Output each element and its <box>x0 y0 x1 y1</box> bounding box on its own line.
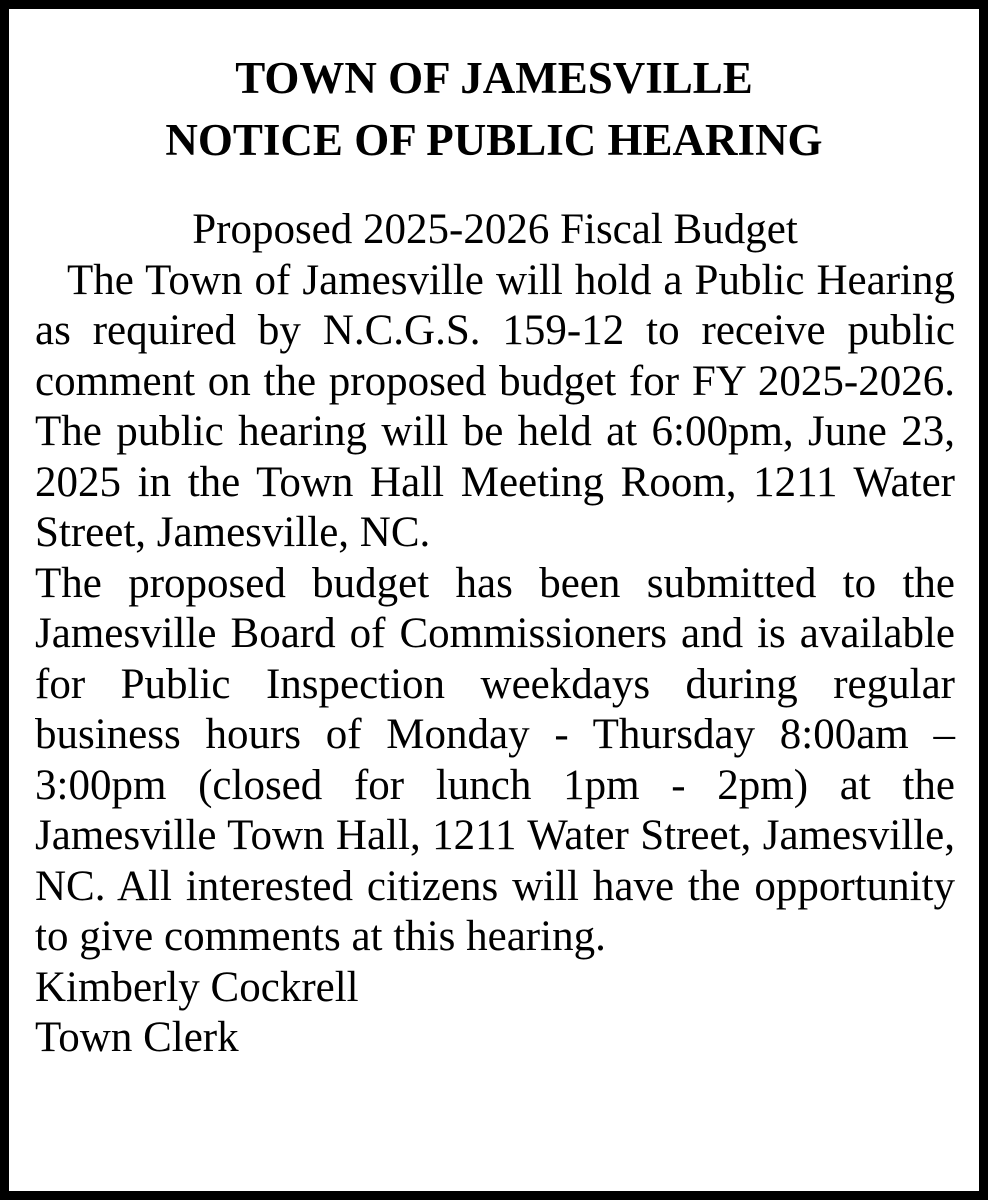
signer-title: Town Clerk <box>35 1014 239 1061</box>
hearing-paragraph: The Town of Jamesville will hold a Public Hearing as required by N.C.G.S. 159-12 to receive public comment on the proposed budget for FY 2025-2026. The public hearing will be held at 6:00pm, June 23, 2025 in the Town Hall Meeting Room, 1211 Water Street, Jamesville, NC. <box>35 256 955 556</box>
notice-subtitle: Proposed 2025-2026 Fiscal Budget <box>192 206 798 253</box>
notice-title: NOTICE OF PUBLIC HEARING <box>165 115 823 165</box>
town-title: TOWN OF JAMESVILLE <box>235 53 753 103</box>
signer-name: Kimberly Cockrell <box>35 963 359 1011</box>
notice-body <box>35 205 955 1064</box>
notice-header <box>9 47 979 171</box>
inspection-paragraph: The proposed budget has been submitted to the Jamesville Board of Commissioners and is available for Public Inspection weekdays during regular business hours of Monday - Thursday 8:00am – 3:00pm (closed for lunch 1pm - 2pm) at the Jamesville Town Hall, 1211 Water Street, Jamesville, NC. All interested citizens will have the opportunity to give comments at this hearing. <box>35 559 955 960</box>
